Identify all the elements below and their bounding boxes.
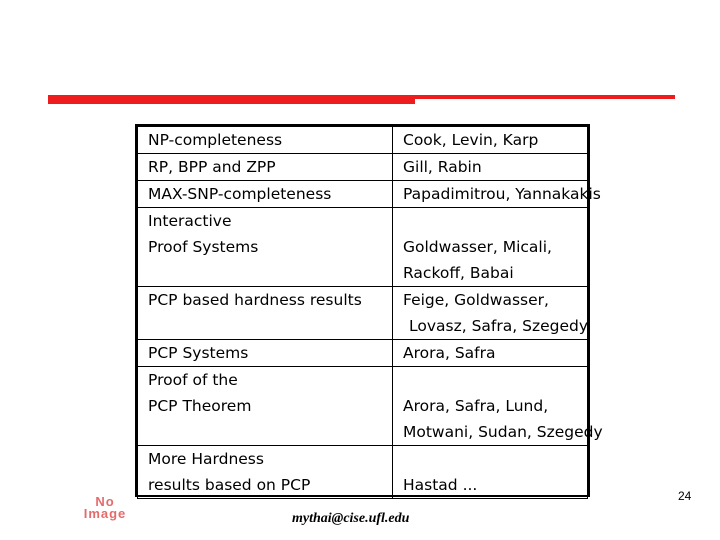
page-number: 24 [678, 489, 692, 503]
authors-line: Goldwasser, Micali, [403, 238, 552, 256]
topic-line: PCP based hardness results [148, 291, 362, 309]
table-row [138, 127, 588, 154]
authors-line [403, 367, 577, 393]
footer-email: mythai@cise.ufl.edu [292, 511, 410, 526]
topic-line: RP, BPP and ZPP [148, 158, 276, 176]
authors-line: Hastad ... [403, 476, 478, 494]
topic-line: Proof of the [148, 371, 238, 389]
authors-cell [393, 446, 588, 499]
authors-line [403, 208, 577, 234]
topic-cell [138, 154, 393, 181]
title-underline-thin [415, 95, 675, 99]
authors-line: Rackoff, Babai [403, 264, 514, 282]
table-row [138, 181, 588, 208]
authors-cell [393, 181, 601, 208]
authors-cell [393, 340, 588, 367]
topic-line: PCP Theorem [148, 397, 252, 415]
authors-line: Motwani, Sudan, Szegedy [403, 423, 603, 441]
topic-cell [138, 208, 393, 287]
authors-line: Feige, Goldwasser, [403, 291, 549, 309]
authors-cell [393, 287, 588, 340]
topic-cell [138, 446, 393, 499]
topic-line: NP-completeness [148, 131, 283, 149]
authors-line: Cook, Levin, Karp [403, 131, 539, 149]
topic-line: results based on PCP [148, 476, 311, 494]
topic-cell [138, 287, 393, 340]
no-image-text-line-1: No [95, 494, 115, 509]
topic-cell [138, 181, 393, 208]
topic-line: Proof Systems [148, 238, 259, 256]
topic-line: MAX-SNP-completeness [148, 185, 332, 203]
no-image-placeholder-icon [72, 496, 138, 522]
authors-line: Arora, Safra, Lund, [403, 397, 549, 415]
table-row [138, 208, 588, 287]
table-row [138, 367, 588, 446]
authors-line: Papadimitrou, Yannakakis [403, 185, 601, 203]
topic-cell [138, 340, 393, 367]
table-row [138, 446, 588, 499]
authors-line [403, 446, 577, 472]
table-row [138, 287, 588, 340]
authors-line: Gill, Rabin [403, 158, 482, 176]
table-row [138, 340, 588, 367]
table-row [138, 154, 588, 181]
authors-cell [393, 127, 588, 154]
authors-cell [393, 367, 603, 446]
topic-line: More Hardness [148, 450, 264, 468]
topic-line: Interactive [148, 212, 232, 230]
authors-line: Arora, Safra [403, 344, 496, 362]
topic-cell [138, 367, 393, 446]
topic-cell [138, 127, 393, 154]
authors-cell [393, 208, 588, 287]
history-table [135, 124, 603, 497]
authors-cell [393, 154, 588, 181]
history-table-grid [137, 126, 603, 499]
authors-line: Lovasz, Safra, Szegedy [409, 317, 588, 335]
topic-line: PCP Systems [148, 344, 249, 362]
title-underline-thick [48, 95, 415, 104]
no-image-text-line-2: Image [83, 506, 127, 521]
